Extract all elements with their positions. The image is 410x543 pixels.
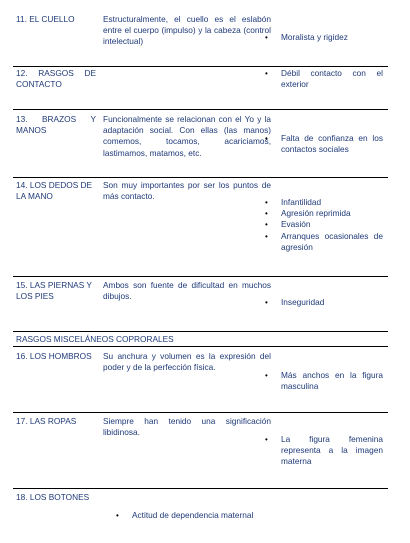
row-18-bullets: [114, 510, 284, 521]
row-12-bullets: [263, 68, 383, 90]
row-divider: [13, 412, 388, 413]
row-11-label: 11. EL CUELLO: [16, 14, 75, 24]
row-15-bullets: [263, 297, 383, 308]
list-item: • Infantilidad: [263, 197, 383, 208]
row-13-bullets: [263, 133, 383, 155]
row-11-description: Estructuralmente, el cuello es el eslabón entre el cuerpo (impulso) y la cabeza (control intelectual): [103, 14, 271, 47]
row-17-description: Siempre han tenido una significación libidinosa.: [103, 416, 271, 438]
row-divider: [13, 177, 388, 178]
list-item: • Moralista y rigidez: [263, 32, 383, 43]
row-12-label: 12. RASGOS DE CONTACTO: [16, 68, 96, 90]
row-divider: [13, 488, 388, 489]
row-divider: [13, 276, 388, 277]
row-11-bullets: [263, 32, 383, 43]
row-divider: [13, 109, 388, 110]
row-divider: [13, 331, 388, 332]
list-item: • Más anchos en la figura masculina: [263, 370, 383, 392]
row-14-bullets: [263, 197, 383, 253]
row-13-label: 13. BRAZOS Y MANOS: [16, 114, 96, 136]
list-item: • Actitud de dependencia maternal: [114, 510, 284, 521]
list-item: • Evasión: [263, 219, 383, 230]
section-heading: RASGOS MISCELÁNEOS COPRORALES: [16, 334, 174, 344]
row-16-label: 16. LOS HOMBROS: [16, 351, 92, 361]
row-17-bullets: [263, 434, 383, 468]
list-item: • La figura femenina representa a la imagen materna: [263, 434, 383, 468]
row-15-description: Ambos son fuente de dificultad en muchos dibujos.: [103, 280, 271, 302]
row-18-label: 18. LOS BOTONES: [16, 492, 90, 502]
list-item: • Agresión reprimida: [263, 208, 383, 219]
list-item: • Falta de confianza en los contactos sociales: [263, 133, 383, 155]
list-item: • Arranques ocasionales de agresión: [263, 231, 383, 253]
row-14-description: Son muy importantes por ser los puntos de más contacto.: [103, 180, 271, 202]
row-divider: [13, 66, 388, 67]
row-16-description: Su anchura y volumen es la expresión del poder y de la perfección física.: [103, 351, 271, 373]
row-14-label: 14. LOS DEDOS DE LA MANO: [16, 180, 93, 202]
row-15-label: 15. LAS PIERNAS Y LOS PIES: [16, 280, 92, 302]
list-item: • Inseguridad: [263, 297, 383, 308]
row-16-bullets: [263, 370, 383, 392]
row-divider: [13, 346, 388, 347]
list-item: • Débil contacto con el exterior: [263, 68, 383, 90]
row-17-label: 17. LAS ROPAS: [16, 416, 77, 426]
row-13-description: Funcionalmente se relacionan con el Yo y la adaptación social. Con ellas (las manos) comemos, tocamos, acariciamos, lastimamos, matamos, etc.: [103, 114, 271, 158]
